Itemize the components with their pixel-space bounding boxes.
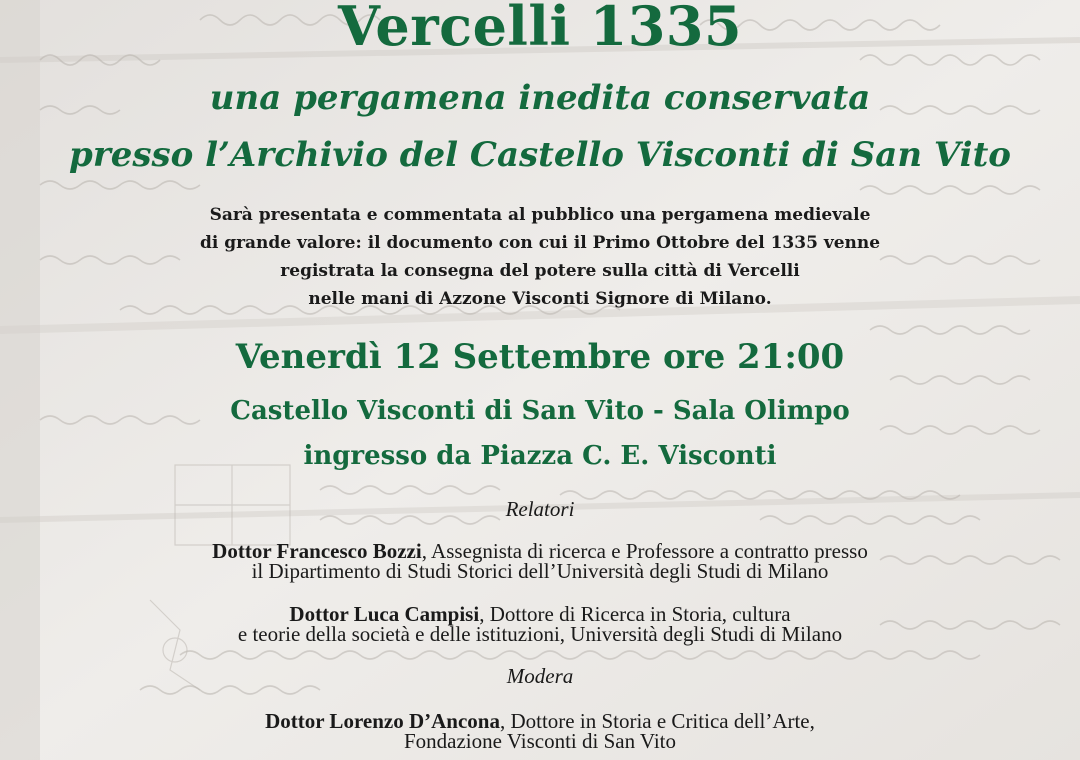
- speaker-role-line2: e teorie della società e delle istituzioni, Università degli Studi di Milano: [237, 622, 843, 646]
- speaker-name: Dottor Francesco Bozzi: [212, 539, 422, 563]
- moderator-name: Dottor Lorenzo D’Ancona: [265, 709, 500, 733]
- event-venue: Castello Visconti di San Vito - Sala Olimpo: [230, 396, 850, 426]
- event-description: [0, 201, 1080, 313]
- speaker-role-line2: il Dipartimento di Studi Storici dell’Università degli Studi di Milano: [251, 559, 829, 583]
- moderator-line1: [0, 711, 1080, 731]
- event-date-time: Venerdì 12 Settembre ore 21:00: [235, 337, 845, 377]
- moderator-label: Modera: [506, 664, 574, 688]
- speaker-name: Dottor Luca Campisi: [289, 602, 480, 626]
- speaker-line1: [0, 604, 1080, 624]
- moderator-role: , Dottore in Storia e Critica dell’Arte,: [499, 709, 815, 733]
- description-line: Sarà presentata e commentata al pubblico una pergamena medievale: [209, 205, 871, 225]
- description-line: di grande valore: il documento con cui il Primo Ottobre del 1335 venne: [199, 233, 881, 253]
- speaker-line1: [0, 541, 1080, 561]
- speaker-entry: [0, 604, 1080, 644]
- speakers-label: Relatori: [505, 497, 575, 521]
- speaker-role: , Dottore di Ricerca in Storia, cultura: [479, 602, 791, 626]
- event-title: Vercelli 1335: [337, 0, 743, 58]
- moderator-entry: [0, 711, 1080, 751]
- event-subtitle-line1: una pergamena inedita conservata: [209, 78, 871, 118]
- speaker-entry: [0, 541, 1080, 581]
- event-subtitle-line2: presso l’Archivio del Castello Visconti di San Vito: [69, 135, 1011, 175]
- speaker-role: , Assegnista di ricerca e Professore a contratto presso: [421, 539, 868, 563]
- description-line: nelle mani di Azzone Visconti Signore di Milano.: [308, 289, 772, 309]
- description-line: registrata la consegna del potere sulla città di Vercelli: [280, 261, 800, 281]
- moderator-role-line2: Fondazione Visconti di San Vito: [403, 729, 677, 753]
- event-entrance: ingresso da Piazza C. E. Visconti: [303, 441, 777, 471]
